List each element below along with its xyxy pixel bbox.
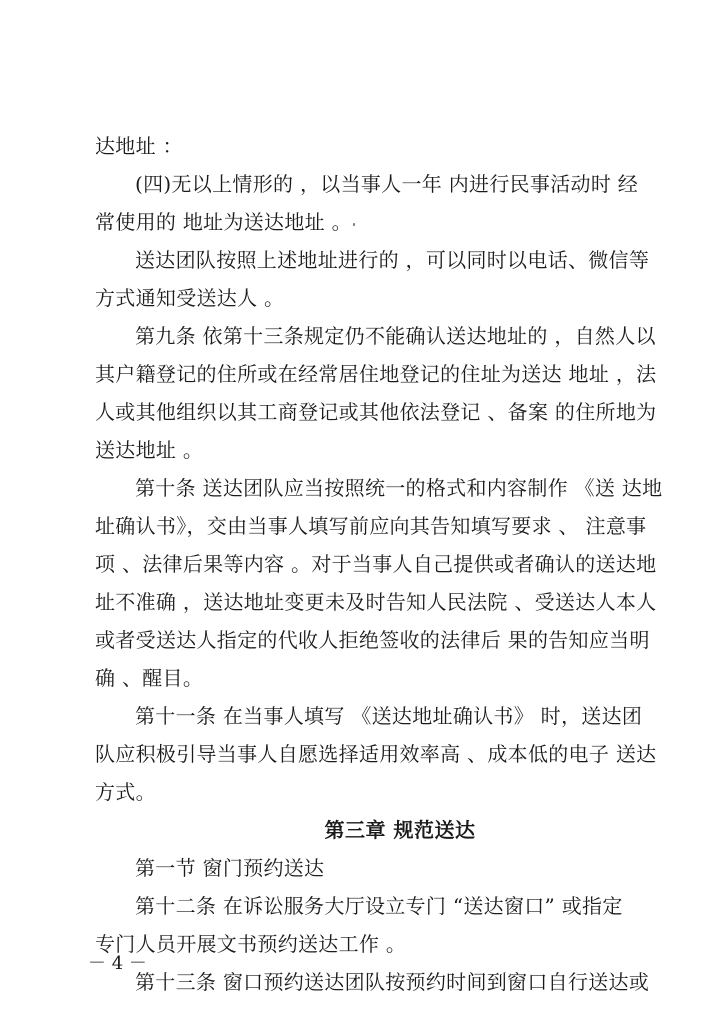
text-line: 方式通知受送达人 。 [95, 286, 285, 310]
text-line: 常使用的 地址为送达地址 。 [95, 210, 352, 234]
document-body [95, 128, 665, 1001]
section-heading: 第一节 窗门预约送达 [135, 856, 325, 880]
text-line: 确 、醒目。 [95, 666, 204, 690]
text-line: 送达团队按照上述地址进行的 ，可以同时以电话、微信等 [135, 248, 650, 272]
chapter-heading: 第三章 规范送达 [324, 818, 476, 842]
text-line: 其户籍登记的住所或在经常居住地登记的住址为送达 地址 ，法 [95, 362, 657, 386]
text-line: 方式。 [95, 780, 156, 804]
text-line: 送达地址 。 [95, 438, 204, 462]
text-line: 第十条 送达团队应当按照统一的格式和内容制作 《送 达地 [135, 476, 663, 500]
text-line: 达地址 ： [95, 134, 183, 158]
text-line: 项 、法律后果等内容 。对于当事人自己提供或者确认的送达地 [95, 552, 657, 576]
text-line: 址确认书》，交由当事人填写前应向其告知填写要求 、 注意事 [95, 514, 647, 538]
text-line: 专门人员开展文书预约送达工作 。 [95, 932, 407, 956]
text-line: 队应积极引导当事人自愿选择适用效率高 、成本低的电子 送达 [95, 742, 657, 766]
text-line: (四)无以上情形的 ，以当事人一年 内进行民事活动时 经 [135, 172, 639, 196]
text-line: 或者受送达人指定的代收人拒绝签收的法律后 果的告知应当明 [95, 628, 650, 652]
text-line: 第十一条 在当事人填写 《送达地址确认书》 时，送达团 [135, 704, 643, 728]
text-line: 人或其他组织以其工商登记或其他依法登记 、备案 的住所地为 [95, 400, 657, 424]
page-number: － 4 － [88, 953, 147, 974]
text-line: 第十三条 窗口预约送达团队按预约时间到窗口自行送达或 [135, 970, 650, 994]
text-line: 址不准确 ，送达地址变更未及时告知人民法院 、受送达人本人 [95, 590, 657, 614]
text-line: 第十二条 在诉讼服务大厅设立专门 “送达窗口” 或指定 [135, 894, 623, 918]
text-line: 第九条 依第十三条规定仍不能确认送达地址的 ，自然人以 [135, 324, 656, 348]
